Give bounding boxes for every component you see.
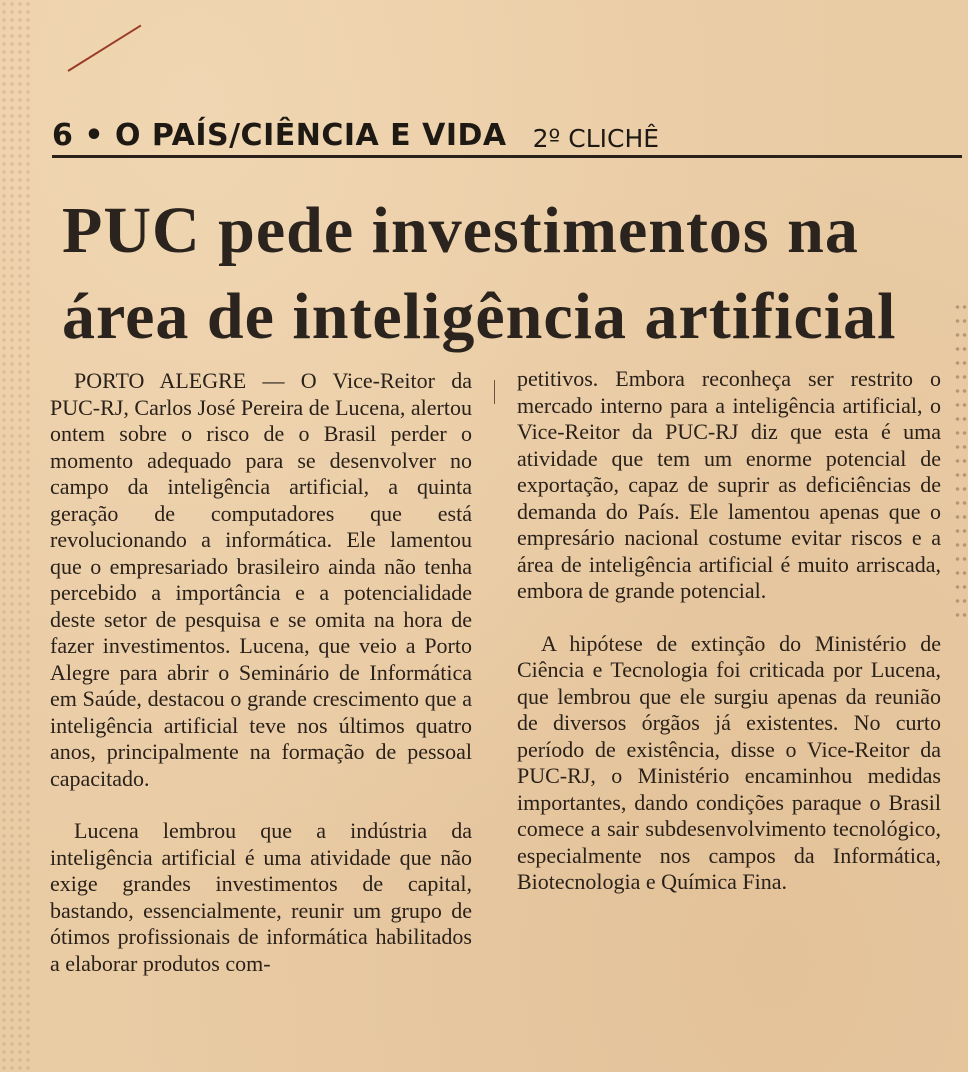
article-column-right [517,366,941,896]
article-column-left [50,368,472,977]
article-paragraph: Lucena lembrou que a indústria da inteligência artificial é uma atividade que não exige grandes investimentos de capital, bastando, essencialmente, reunir um grupo de ótimos profissionais de informática habilitados a elaborar produtos com- [50,818,472,976]
article-paragraph: petitivos. Embora reconheça ser restrito o mercado interno para a inteligência artificial, o Vice-Reitor da PUC-RJ diz que esta é uma atividade que tem um enorme potencial de exportação, capaz de suprir as deficiências de demanda do País. Ele lamentou apenas que o empresário nacional costume evitar riscos e a área de inteligência artificial é muito arriscada, embora de grande potencial. [517,366,941,603]
paper-texture-edge [0,0,34,1072]
column-divider [494,380,495,404]
perforation-edge [954,300,968,620]
paragraph-text: O Vice-Reitor da PUC-RJ, Carlos José Pereira de Lucena, alertou ontem sobre o risco de o Brasil perder o momento adequado para se desenvolver no campo da inteligência artificial, a quinta geração de computadores que está revolucionando a informática. Ele lamentou que o empresariado brasileiro ainda não tenha percebido a importância e a potencialidade deste setor de pesquisa e se omita na hora de fazer investimentos. Lucena, que veio a Porto Alegre para abrir o Seminário de Informática em Saúde, destacou o grande crescimento que a inteligência artificial teve nos últimos quatro anos, principalmente na formação de pessoal capacitado. [50,368,472,791]
article-paragraph [50,368,472,792]
article-paragraph: A hipótese de extinção do Ministério de Ciência e Tecnologia foi criticada por Lucena, que lembrou que ele surgiu apenas da reunião de diversos órgãos já existentes. No curto período de existência, disse o Vice-Reitor da PUC-RJ, o Ministério encaminhou medidas importantes, dando condições paraque o Brasil comece a sair subdesenvolvimento tecnológico, especialmente nos campos da Informática, Biotecnologia e Química Fina. [517,630,941,894]
paper-crease-mark [67,25,141,72]
section-header [52,118,962,158]
section-title: 6 • O PAÍS/CIÊNCIA E VIDA [52,118,507,153]
dateline: PORTO ALEGRE — [74,368,301,393]
article-headline: PUC pede investimentos na área de inteligência artificial [62,194,897,353]
edition-label: 2º CLICHÊ [532,124,660,153]
